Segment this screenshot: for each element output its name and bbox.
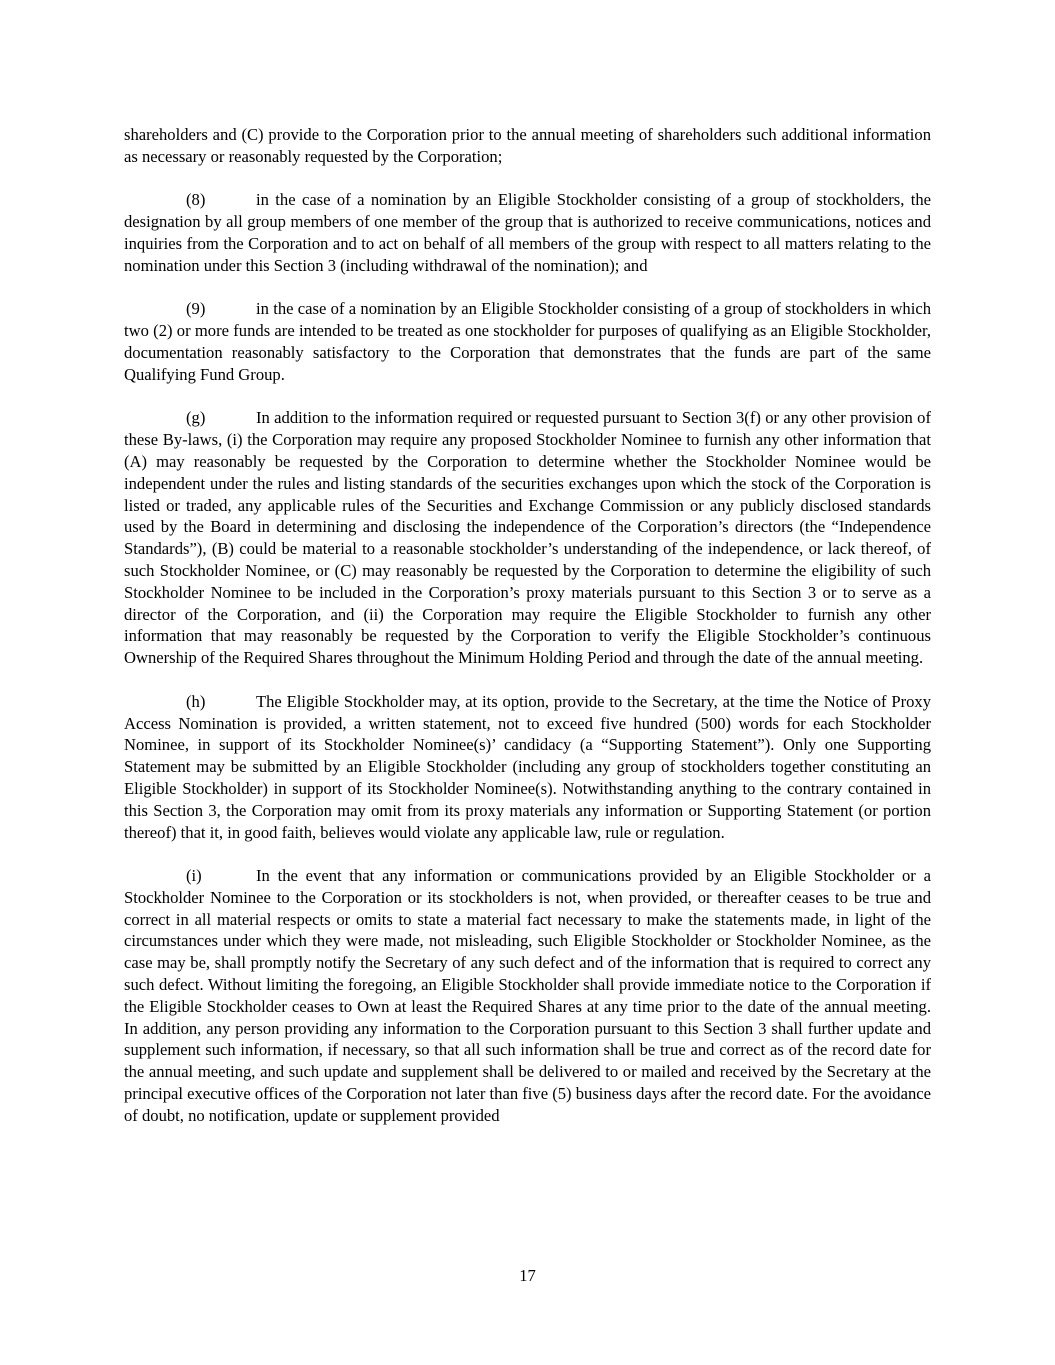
paragraph-marker: (9) [186, 299, 206, 319]
paragraph-text: In the event that any information or communications provided by an Eligible Stockholder or a Stockholder Nominee to the Corporation or its stockholders is not, when provided, or thereafter ceases to be true and correct in all material respects or omits to state a material fact necessary to make the statements made, in light of the circumstances under which they were made, not misleading, such Eligible Stockholder or Stockholder Nominee, as the case may be, shall promptly notify the Secretary of any such defect and of the information that is required to correct any such defect. Without limiting the foregoing, an Eligible Stockholder shall provide immediate notice to the Corporation if the Eligible Stockholder ceases to Own at least the Required Shares at any time prior to the date of the annual meeting. In addition, any person providing any information to the Corporation pursuant to this Section 3 shall further update and supplement such information, if necessary, so that all such information shall be true and correct as of the record date for the annual meeting, and such update and supplement shall be delivered to or mailed and received by the Secretary at the principal executive offices of the Corporation not later than five (5) business days after the record date. For the avoidance of doubt, no notification, update or supplement provided [124, 866, 931, 1125]
paragraph-section-h [124, 691, 931, 844]
paragraph-item-8 [124, 189, 931, 276]
paragraph-continuation [124, 124, 931, 168]
paragraph-marker: (8) [186, 190, 206, 210]
paragraph-section-g [124, 407, 931, 669]
paragraph-text: in the case of a nomination by an Eligible Stockholder consisting of a group of stockholders, the designation by all group members of one member of the group that is authorized to receive communications, notices and inquiries from the Corporation and to act on behalf of all members of the group with respect to all matters relating to the nomination under this Section 3 (including withdrawal of the nomination); and [124, 190, 931, 275]
paragraph-marker: (h) [186, 691, 206, 711]
paragraph-text: The Eligible Stockholder may, at its option, provide to the Secretary, at the time the Notice of Proxy Access Nomination is provided, a written statement, not to exceed five hundred (500) words for each Stockholder Nominee, in support of its Stockholder Nominee(s)’ candidacy (a “Supporting Statement”). Only one Supporting Statement may be submitted by an Eligible Stockholder (including any group of stockholders together constituting an Eligible Stockholder) in support of its Stockholder Nominee(s). Notwithstanding anything to the contrary contained in this Section 3, the Corporation may omit from its proxy materials any information or Supporting Statement (or portion thereof) that it, in good faith, believes would violate any applicable law, rule or regulation. [124, 691, 931, 842]
paragraph-text: shareholders and (C) provide to the Corporation prior to the annual meeting of shareholders such additional information as necessary or reasonably requested by the Corporation; [124, 125, 931, 166]
paragraph-item-9 [124, 298, 931, 385]
paragraph-marker: (g) [186, 408, 206, 428]
paragraph-marker: (i) [186, 866, 202, 886]
paragraph-text: In addition to the information required or requested pursuant to Section 3(f) or any other provision of these By-laws, (i) the Corporation may require any proposed Stockholder Nominee to furnish any other information that (A) may reasonably be requested by the Corporation to determine whether the Stockholder Nominee would be independent under the rules and listing standards of the securities exchanges upon which the stock of the Corporation is listed or traded, any applicable rules of the Securities and Exchange Commission or any publicly disclosed standards used by the Board in determining and disclosing the independence of the Corporation’s directors (the “Independence Standards”), (B) could be material to a reasonable stockholder’s understanding of the independence, or lack thereof, of such Stockholder Nominee, or (C) may reasonably be requested by the Corporation to determine the eligibility of such Stockholder Nominee to be included in the Corporation’s proxy materials pursuant to this Section 3 or to serve as a director of the Corporation, and (ii) the Corporation may require the Eligible Stockholder to furnish any other information that may reasonably be requested by the Corporation to verify the Eligible Stockholder’s continuous Ownership of the Required Shares throughout the Minimum Holding Period and through the date of the annual meeting. [124, 408, 931, 668]
paragraph-section-i [124, 865, 931, 1127]
page-number: 17 [519, 1266, 536, 1285]
paragraph-text: in the case of a nomination by an Eligible Stockholder consisting of a group of stockholders in which two (2) or more funds are intended to be treated as one stockholder for purposes of qualifying as an Eligible Stockholder, documentation reasonably satisfactory to the Corporation that demonstrates that the funds are part of the same Qualifying Fund Group. [124, 299, 931, 384]
document-page [124, 124, 931, 1148]
